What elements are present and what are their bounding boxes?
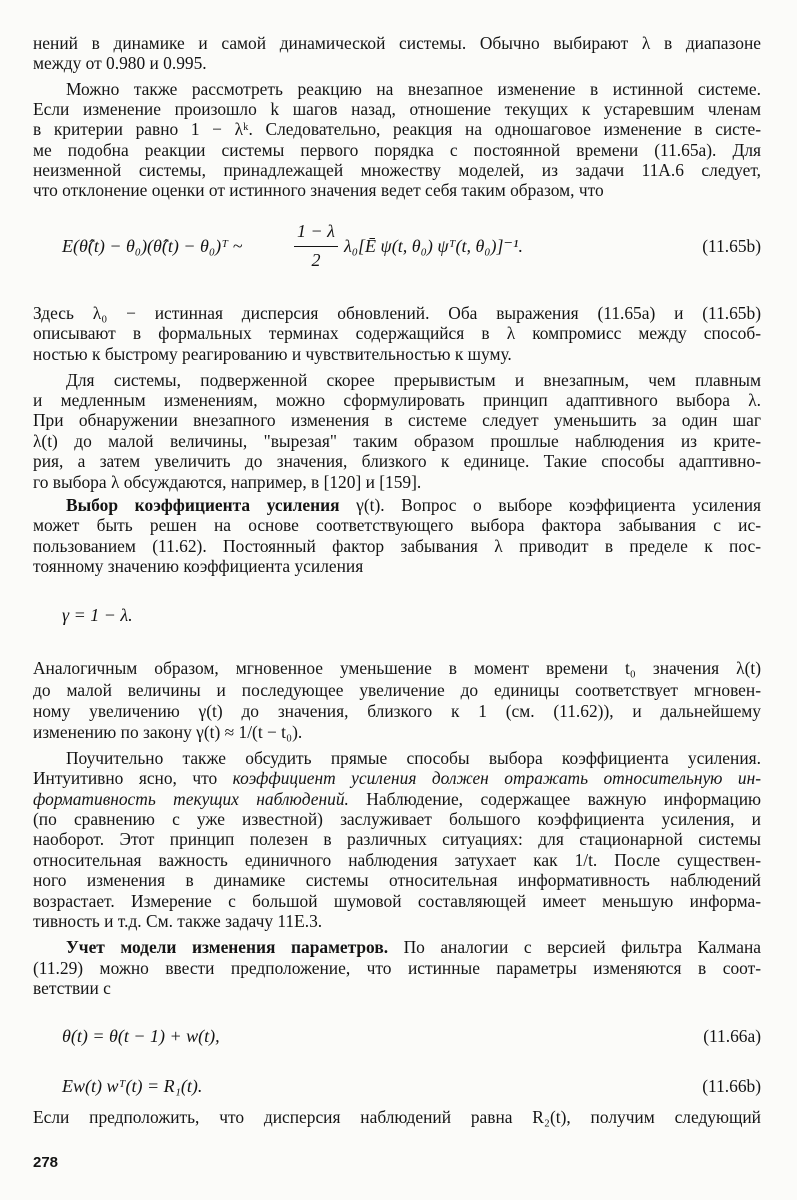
text-line: ному увеличению γ(t) до значения, близкого к 1 (см. (11.62)), и дальнейшему [33,701,761,721]
text-line: (по сравнению с уже известной) заслуживает большого коэффициента усиления, и [33,809,761,829]
text-line: ного изменения в динамике системы относительная информативность наблюдений [33,870,761,890]
text-line: нений в динамике и самой динамической системы. Обычно выбирают λ в диапазоне [33,33,761,53]
text-line: Интуитивно ясно, что коэффициент усиления должен отражать относительную ин- [33,768,762,788]
text-line: наоборот. Этот принцип полезен в различных ситуациях: для стационарной системы [33,829,761,849]
text-line: тивность и т.д. См. также задачу 11E.3. [33,911,323,931]
text-line: возрастает. Измерение с большой шумовой составляющей имеет меньшую информа- [33,891,761,911]
text-line: описывают в формальных терминах содержащийся в λ компромисс между способ- [33,323,761,343]
equation-11-65b-left: E(θ̂(t) − θ₀)(θ̂(t) − θ₀)ᵀ ~ [62,236,243,256]
text-line: может быть решен на основе соответствующего выбора фактора забывания с ис- [33,515,761,535]
text-line: что отклонение оценки от истинного значения ведет себя таким образом, что [33,180,604,200]
text-line: Для системы, подверженной скорее прерывистым и внезапным, чем плавным [66,370,761,390]
text-line: и медленным изменениям, можно сформулировать принцип адаптивного выбора λ. [33,390,761,410]
text-line: (11.29) можно ввести предположение, что истинные параметры изменяются в соот- [33,958,761,978]
text-line: относительная важность единичного наблюдения затухает как 1/t. После существен- [33,850,761,870]
text-line: изменению по закону γ(t) ≈ 1/(t − t₀). [33,722,303,742]
text-line: тоянному значению коэффициента усиления [33,556,364,576]
equation-number: (11.65b) [702,236,761,256]
text-line: ветствии с [33,978,111,998]
text-line: Аналогичным образом, мгновенное уменьшение в момент времени t₀ значения λ(t) [33,658,761,678]
equation-gamma: γ = 1 − λ. [62,605,133,625]
text-line: Здесь λ₀ − истинная дисперсия обновлений. Оба выражения (11.65a) и (11.65b) [33,303,761,323]
text-line: между от 0.980 и 0.995. [33,53,207,73]
fraction-denominator: 2 [311,250,321,270]
fraction-numerator: 1 − λ [297,221,335,241]
equation-11-65b-fraction [294,221,338,271]
text-line: до малой величины и последующее увеличение до единицы соответствует мгновен- [33,680,761,700]
text-line: Можно также рассмотреть реакцию на внезапное изменение в истинной системе. [66,79,761,99]
text-line: в критерии равно 1 − λᵏ. Следовательно, реакция на одношаговое изменение в систе- [33,119,761,139]
text-line: Если предположить, что дисперсия наблюдений равна R₂(t), получим следующий [33,1107,761,1127]
page-number: 278 [33,1154,59,1171]
equation-11-66a: θ(t) = θ(t − 1) + w(t), [62,1026,220,1046]
text-line: Выбор коэффициента усиления γ(t). Вопрос о выборе коэффициента усиления [66,495,761,515]
equation-11-65b-right: λ₀[Ē ψ(t, θ₀) ψᵀ(t, θ₀)]⁻¹. [344,236,523,256]
text-line: пользованием (11.62). Постоянный фактор забывания λ приводит в пределе к пос- [33,536,761,556]
text-line: ностью к быстрому реагированию и чувствительностью к шуму. [33,344,512,364]
equation-number: (11.66a) [703,1026,761,1046]
equation-11-66b: Ew(t) wᵀ(t) = R₁(t). [62,1076,203,1096]
text-line: Если изменение произошло k шагов назад, отношение текущих к устаревшим членам [33,99,761,119]
text-line: неизменной системы, принадлежащей множеству моделей, из задачи 11A.6 следует, [33,160,761,180]
equation-number: (11.66b) [702,1076,761,1096]
text-line: При обнаружении внезапного изменения в системе следует уменьшить за один шаг [33,410,761,430]
text-line: рия, а затем увеличить до значения, близкого к единице. Такие способы адаптивно- [33,451,761,471]
text-line: λ(t) до малой величины, "вырезая" таким образом прошлые наблюдения из крите- [33,431,761,451]
text-line: формативность текущих наблюдений. Наблюдение, содержащее важную информацию [33,789,761,809]
text-line: ме подобна реакции системы первого порядка с постоянной времени (11.65a). Для [33,140,761,160]
fraction-bar [294,246,338,247]
text-line: Учет модели изменения параметров. По аналогии с версией фильтра Калмана [66,937,761,957]
text-line: го выбора λ обсуждаются, например, в [120] и [159]. [33,472,422,492]
text-line: Поучительно также обсудить прямые способы выбора коэффициента усиления. [66,748,761,768]
